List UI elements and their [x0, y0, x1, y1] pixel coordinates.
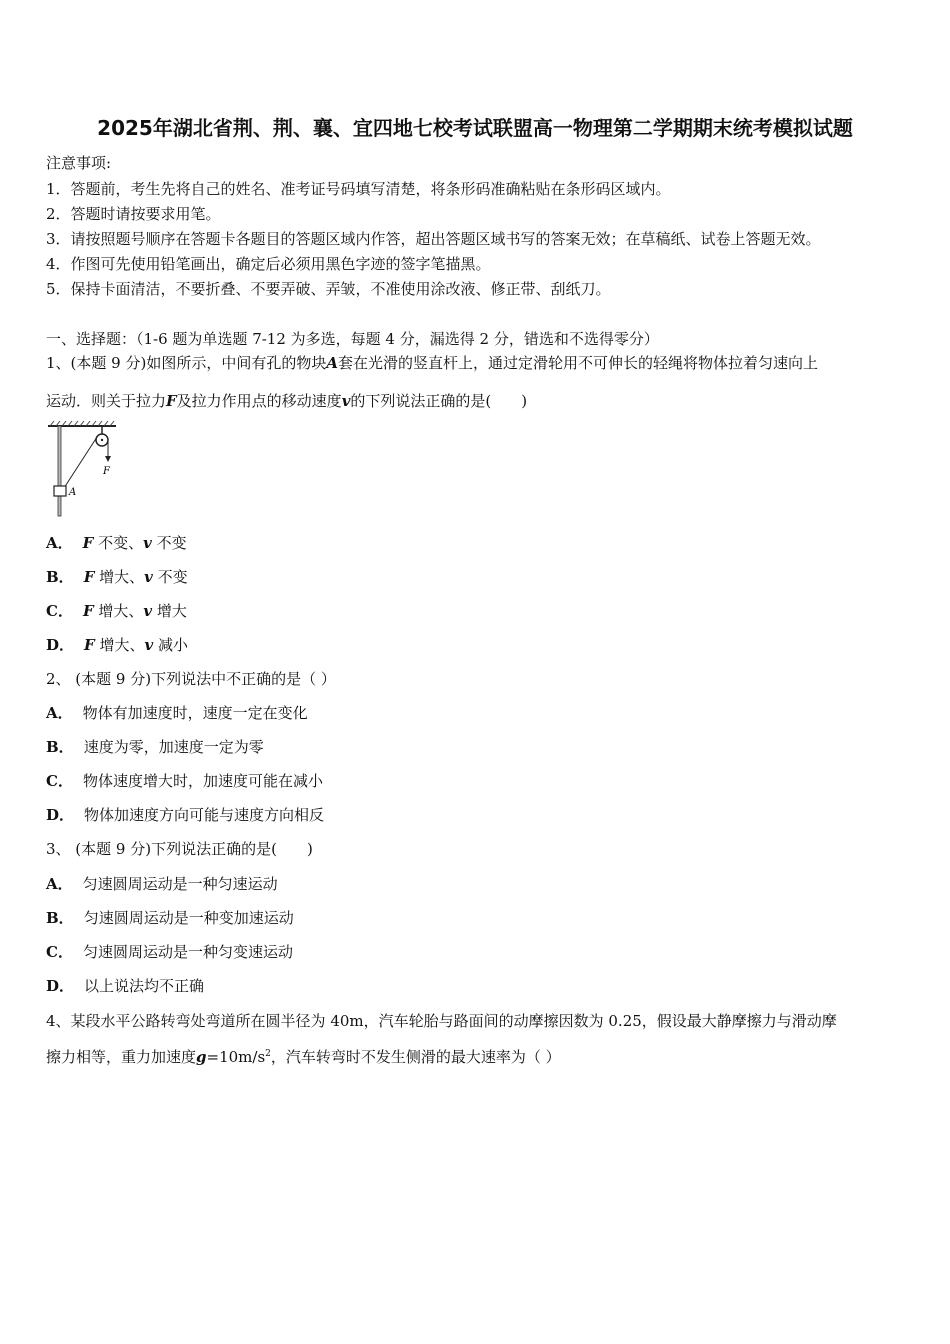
q1-option-a: A． F 不变、v 不变: [46, 534, 187, 552]
page-title: 2025年湖北省荆、荆、襄、宜四地七校考试联盟高一物理第二学期期末统考模拟试题: [97, 116, 853, 140]
notice-item: 5．保持卡面清洁，不要折叠、不要弄破、弄皱，不准使用涂改液、修正带、刮纸刀。: [46, 280, 611, 298]
notice-item: 1．答题前，考生先将自己的姓名、准考证号码填写清楚，将条形码准确粘贴在条形码区域内。: [46, 180, 671, 198]
pulley-diagram: [46, 420, 118, 520]
q1-stem-line2: 运动．则关于拉力F及拉力作用点的移动速度v的下列说法正确的是( ): [46, 392, 528, 410]
q4-stem-line2: 擦力相等，重力加速度$g=10m/s^2$，汽车转弯时不发生侧滑的最大速率为（ ）: [46, 1048, 561, 1066]
figure-label-f: F: [103, 466, 110, 477]
q2-option-d: D． 物体加速度方向可能与速度方向相反: [46, 806, 325, 824]
notice-heading: 注意事项:: [46, 154, 112, 172]
q2-option-a: A． 物体有加速度时，速度一定在变化: [46, 704, 308, 722]
section-heading: 一、选择题：（1-6 题为单选题 7-12 为多选，每题 4 分，漏选得 2 分，错选和不选得零分）: [46, 330, 659, 348]
figure-label-a: A: [69, 487, 77, 498]
q4-stem-line1: 4、某段水平公路转弯处弯道所在圆半径为 40m，汽车轮胎与路面间的动摩擦因数为 0.25，假设最大静摩擦力与滑动摩: [46, 1012, 837, 1030]
q1-option-b: B． F 增大、v 不变: [46, 568, 188, 586]
q1-option-d: D． F 增大、v 减小: [46, 636, 188, 654]
q3-option-c: C． 匀速圆周运动是一种匀变速运动: [46, 943, 293, 961]
q3-stem: 3、 (本题 9 分)下列说法正确的是( ): [46, 840, 313, 858]
q1-stem-line1: 1、(本题 9 分)如图所示，中间有孔的物块A套在光滑的竖直杆上，通过定滑轮用不可伸长的轻绳将物体拉着匀速向上: [46, 354, 818, 372]
q3-option-d: D． 以上说法均不正确: [46, 977, 205, 995]
notice-item: 2．答题时请按要求用笔。: [46, 205, 221, 223]
notice-item: 4．作图可先使用铅笔画出，确定后必须用黑色字迹的签字笔描黑。: [46, 255, 491, 273]
q2-option-c: C． 物体速度增大时，加速度可能在减小: [46, 772, 323, 790]
q2-stem: 2、 (本题 9 分)下列说法中不正确的是（ ）: [46, 670, 336, 688]
q3-option-b: B． 匀速圆周运动是一种变加速运动: [46, 909, 294, 927]
q3-option-a: A． 匀速圆周运动是一种匀速运动: [46, 875, 278, 893]
q1-option-c: C． F 增大、v 增大: [46, 602, 187, 620]
q2-option-b: B． 速度为零，加速度一定为零: [46, 738, 264, 756]
notice-item: 3．请按照题号顺序在答题卡各题目的答题区域内作答，超出答题区域书写的答案无效；在草稿纸、试卷上答题无效。: [46, 230, 821, 248]
